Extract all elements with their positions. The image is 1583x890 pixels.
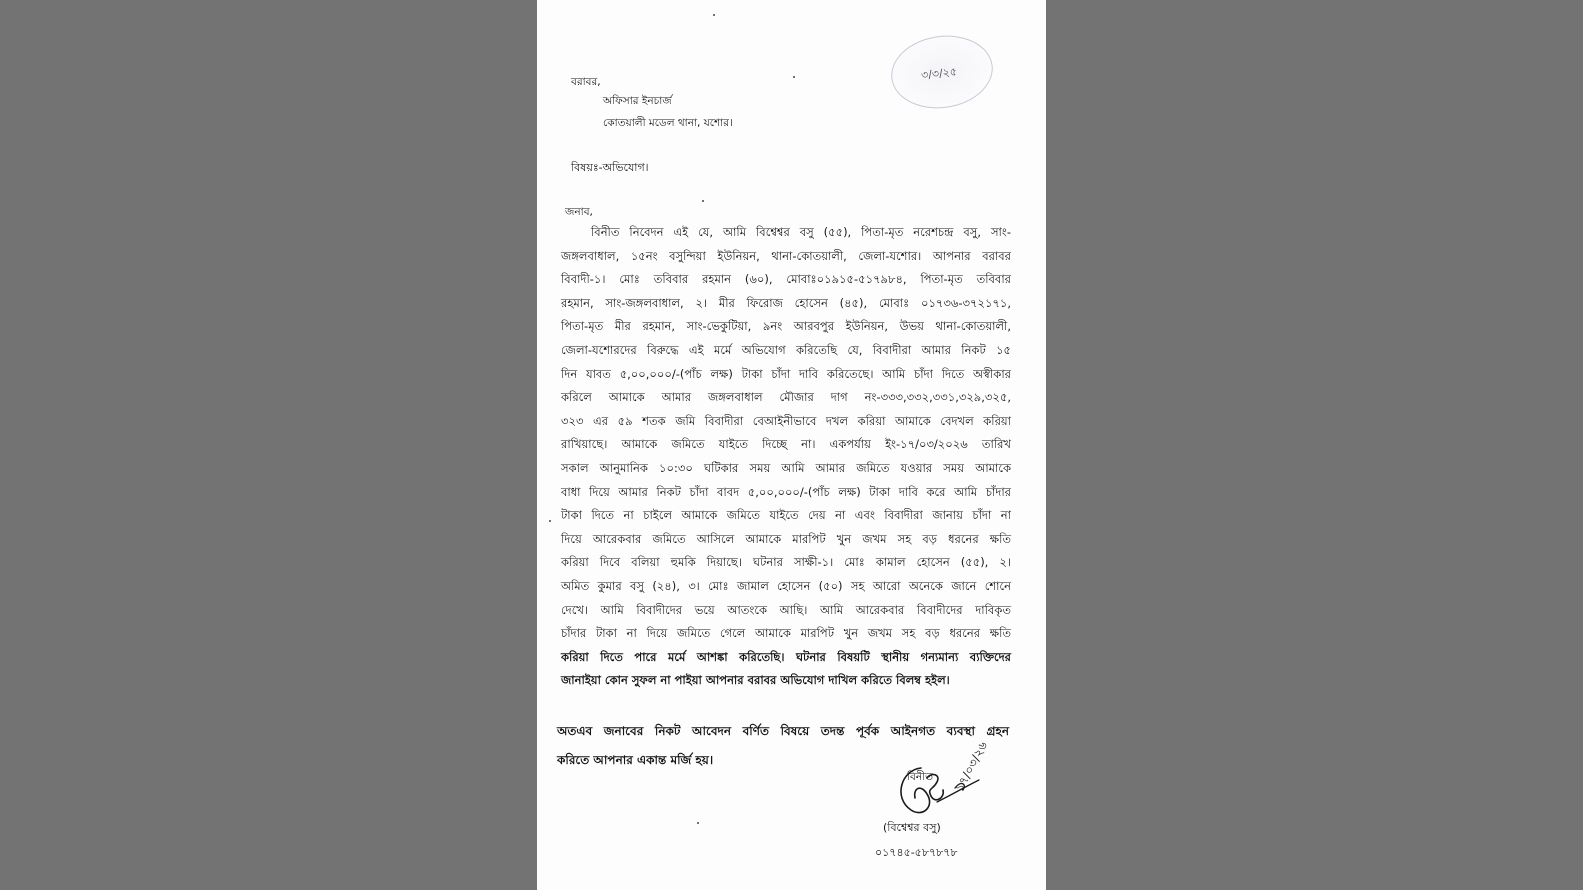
sign-off: বিনীত	[907, 771, 933, 783]
body-line: ৩২৩ এর ৫৯ শতক জমি বিবাদীরা বেআইনীভাবে দখল করিয়া আমাকে বেদখল করিয়া	[561, 414, 1011, 428]
address-to: বরাবর,	[571, 76, 601, 88]
body-line: বিনীত নিবেদন এই যে, আমি বিশ্বেশ্বর বসু (৫৫), পিতা-মৃত নরেশচন্দ্র বসু, সাং-	[591, 225, 1011, 239]
body-line: চাঁদার টাকা না দিয়ে জমিতে গেলে আমাকে মারপিট খুন জখম সহ বড় ধরনের ক্ষতি	[561, 626, 1011, 640]
speck	[713, 14, 715, 16]
body-line: পিতা-মৃত মীর রহমান, সাং-ভেকুটিয়া, ৯নং আরবপুর ইউনিয়ন, উভয় থানা-কোতয়ালী,	[561, 319, 1011, 333]
salutation: জনাব,	[565, 206, 593, 218]
body-line: জেলা-যশোরদের বিরুদ্ধে এই মর্মে অভিযোগ করিতেছি যে, বিবাদীরা আমার নিকট ১৫	[561, 343, 1011, 357]
body-line: জঙ্গলবাধাল, ১৫নং বসুন্দিয়া ইউনিয়ন, থানা-কোতয়ালী, জেলা-যশোর। আপনার বরাবর	[561, 249, 1011, 263]
body-line: অমিত কুমার বসু (২৪), ৩। মোঃ জামাল হোসেন (৫০) সহ আরো অনেকে জানে শোনে	[561, 579, 1011, 593]
body-line: বাধা দিয়ে আমার নিকট চাঁদা বাবদ ৫,০০,০০০/-(পাঁচ লক্ষ) টাকা দাবি করে আমি চাঁদার	[561, 485, 1011, 499]
body-line: করিলে আমাকে আমার জঙ্গলবাধাল মৌজার দাগ নং-৩৩৩,৩৩২,৩৩১,৩২৯,৩২৫,	[561, 390, 1011, 404]
speck	[697, 822, 699, 824]
subject-line: বিষয়ঃ-অভিযোগ।	[571, 161, 649, 174]
speck	[793, 76, 795, 78]
speck	[549, 520, 551, 522]
body-line: দিন যাবত ৫,০০,০০০/-(পাঁচ লক্ষ) টাকা চাঁদা দাবি করিতেছে। আমি চাঁদা দিতে অস্বীকার	[561, 367, 1011, 381]
signer-name: (বিশ্বেশ্বর বসু)	[883, 821, 941, 834]
body-line: সকাল আনুমানিক ১০:৩০ ঘটিকার সময় আমি আমার জমিতে যওয়ার সময় আমাকে	[561, 461, 1011, 475]
signature-date: ১৭/০৩/২৬	[952, 739, 991, 795]
stamp-note: ৩/৩/২৫	[920, 65, 958, 82]
closing-line: করিতে আপনার একান্ত মর্জি হয়।	[557, 753, 714, 767]
body-line: করিয়া দিবে বলিয়া হুমকি দিয়াছে। ঘটনার সাক্ষী-১। মোঃ কামাল হোসেন (৫৫), ২।	[561, 555, 1011, 569]
body-line: রহমান, সাং-জঙ্গলবাধাল, ২। মীর ফিরোজ হোসেন (৪৫), মোবাঃ ০১৭৩৬-৩৭২১৭১,	[561, 296, 1011, 310]
body-line: জানাইয়া কোন সুফল না পাইয়া আপনার বরাবর অভিযোগ দাখিল করিতে বিলম্ব হইল।	[561, 673, 950, 687]
body-line: টাকা দিতে না চাইলে আমাকে জমিতে যাইতে দেয় না এবং বিবাদীরা জানায় চাঁদা না	[561, 508, 1011, 522]
body-line: করিয়া দিতে পারে মর্মে আশঙ্কা করিতেছি। ঘটনার বিষয়টি স্থানীয় গন্যমান্য ব্যক্তিদের	[561, 650, 1011, 664]
body-line: রাখিয়াছে। আমাকে জমিতে যাইতে দিচ্ছে না। একপর্যায় ইং-১৭/০৩/২০২৬ তারিখ	[561, 437, 1011, 451]
recipient-title: অফিসার ইনচার্জ	[603, 95, 672, 107]
letter-page	[537, 0, 1046, 890]
signer-phone: ০১৭৪৫-৫৮৭৮৭৮	[875, 846, 958, 859]
closing-line: অতএব জনাবের নিকট আবেদন বর্ণিত বিষয়ে তদন্ত পূর্বক আইনগত ব্যবস্থা গ্রহন	[557, 724, 1009, 738]
body-line: দিয়ে আরেকবার জমিতে আসিলে আমাকে মারপিট খুন জখম সহ বড় ধরনের ক্ষতি	[561, 532, 1011, 546]
body-line: দেখে। আমি বিবাদীদের ভয়ে আতংকে আছি। আমি আরেকবার বিবাদীদের দাবিকৃত	[561, 603, 1011, 617]
speck	[702, 200, 704, 202]
recipient-address: কোতয়ালী মডেল থানা, যশোর।	[603, 117, 733, 129]
body-line: বিবাদী-১। মোঃ তবিবার রহমান (৬০), মোবাঃ০১৯১৫-৫১৭৯৮৪, পিতা-মৃত তবিবার	[561, 272, 1011, 286]
